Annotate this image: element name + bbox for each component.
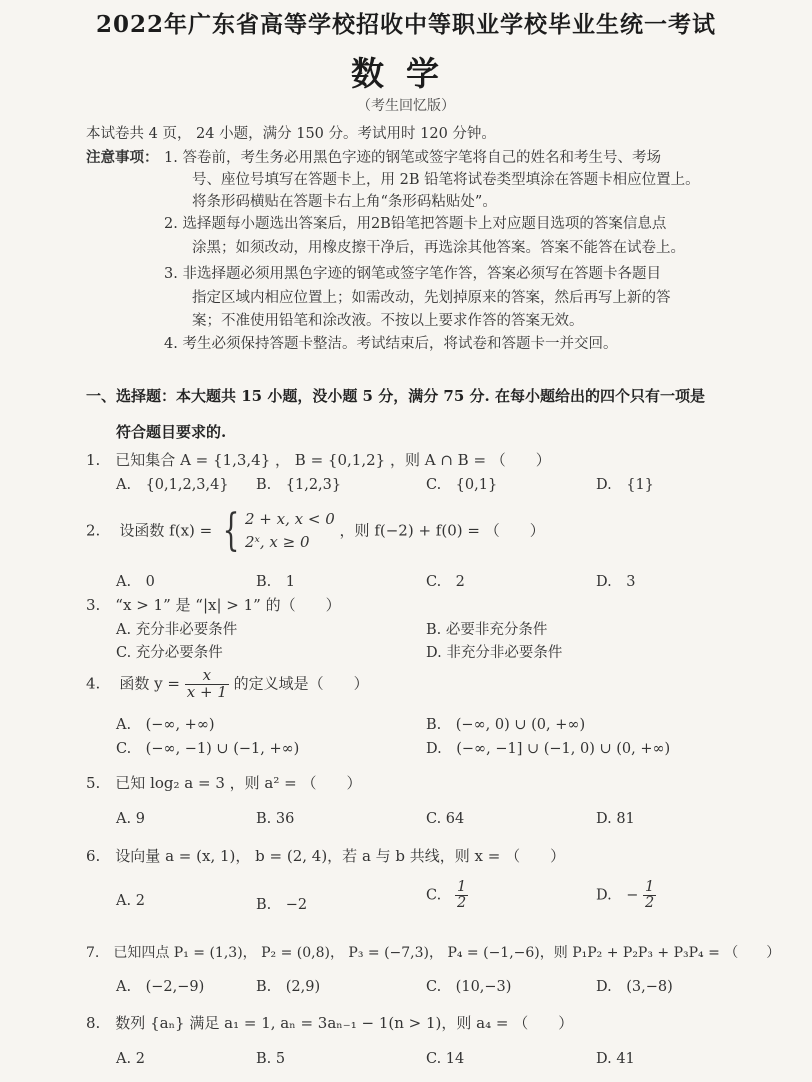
q1-option-a: A. {0,1,2,3,4} bbox=[116, 477, 229, 493]
question-4-stem bbox=[86, 668, 369, 701]
q6-option-d bbox=[596, 880, 656, 911]
note-line: 3. 非选择题必须用黑色字迹的钢笔或签字笔作答，答案必须写在答题卡各题目 bbox=[164, 266, 661, 282]
q6-d-fraction bbox=[643, 880, 656, 911]
exam-info: 本试卷共 4 页， 24 小题，满分 150 分。考试用时 120 分钟。 bbox=[86, 126, 496, 142]
question-5-stem: 5. 已知 log₂ a = 3 ，则 a² = （ ） bbox=[86, 774, 362, 792]
section-heading-cont: 符合题目要求的. bbox=[116, 423, 227, 441]
subject-title: 数学 bbox=[351, 54, 461, 93]
q2-option-a: A. 0 bbox=[116, 574, 155, 590]
note-line: 号、座位号填写在答题卡上，用 2B 铅笔将试卷类型填涂在答题卡相应位置上。 bbox=[192, 172, 700, 188]
question-1-stem: 1. 已知集合 A = {1,3,4} ， B = {0,1,2} ，则 A ∩ B = （ ） bbox=[86, 451, 551, 469]
q5-option-b: B. 36 bbox=[256, 811, 295, 827]
q6-d-denominator: 2 bbox=[644, 895, 655, 912]
q6-option-a: A. 2 bbox=[116, 893, 145, 909]
q2-option-d: D. 3 bbox=[596, 574, 636, 590]
q7-option-b: B. (2,9) bbox=[256, 979, 321, 995]
note-line: 将条形码横贴在答题卡右上角“条形码粘贴处”。 bbox=[192, 194, 497, 210]
edition-note: （考生回忆版） bbox=[357, 98, 455, 114]
q3-option-a: A. 充分非必要条件 bbox=[116, 622, 238, 638]
q6-d-label: D. − bbox=[596, 887, 639, 904]
q4-fraction bbox=[185, 668, 229, 701]
q6-d-numerator: 1 bbox=[644, 879, 655, 895]
question-3-stem: 3. “x > 1” 是 “|x| > 1” 的（ ） bbox=[86, 596, 341, 614]
q6-option-b: B. −2 bbox=[256, 897, 308, 913]
q3-option-b: B. 必要非充分条件 bbox=[426, 622, 548, 638]
question-8-stem: 8. 数列 {aₙ} 满足 a₁ = 1, aₙ = 3aₙ₋₁ − 1(n > 1)，则 a₄ = （ ） bbox=[86, 1014, 574, 1032]
q4-numerator: x bbox=[185, 668, 229, 685]
q2-case-1: 2 + x, x < 0 bbox=[245, 510, 335, 528]
note-line: 指定区域内相应位置上；如需改动，先划掉原来的答案，然后再写上新的答 bbox=[192, 290, 671, 306]
q1-option-b: B. {1,2,3} bbox=[256, 477, 342, 493]
q6-c-label: C. bbox=[426, 887, 442, 904]
question-7-stem: 7. 已知四点 P₁ = (1,3)， P₂ = (0,8)， P₃ = (−7,3)， P₄ = (−1,−6)，则 P₁P₂ + P₂P₃ + P₃P₄ = （ ） bbox=[86, 945, 781, 961]
q7-option-d: D. (3,−8) bbox=[596, 979, 673, 995]
q8-option-a: A. 2 bbox=[116, 1051, 145, 1067]
q2-option-b: B. 1 bbox=[256, 574, 295, 590]
q8-option-b: B. 5 bbox=[256, 1051, 286, 1067]
note-line: 1. 答卷前，考生务必用黑色字迹的钢笔或签字笔将自己的姓名和考生号、考场 bbox=[164, 150, 661, 166]
note-line: 案；不准使用铅笔和涂改液。不按以上要求作答的答案无效。 bbox=[192, 313, 584, 329]
note-line: 涂黑；如须改动，用橡皮擦干净后，再选涂其他答案。答案不能答在试卷上。 bbox=[192, 240, 685, 256]
q2-number: 2. bbox=[86, 521, 101, 540]
question-2-stem bbox=[86, 505, 545, 557]
q4-denominator: x + 1 bbox=[186, 682, 227, 701]
q5-option-d: D. 81 bbox=[596, 811, 635, 827]
note-line: 4. 考生必须保持答题卡整洁。考试结束后，将试卷和答题卡一并交回。 bbox=[164, 336, 618, 352]
q4-option-c: C. (−∞, −1) ∪ (−1, +∞) bbox=[116, 741, 300, 757]
q4-prefix: 函数 y = bbox=[119, 674, 180, 693]
note-line: 2. 选择题每小题选出答案后，用2B铅笔把答题卡上对应题目选项的答案信息点 bbox=[164, 216, 667, 232]
q6-c-fraction bbox=[455, 880, 468, 911]
q1-option-d: D. {1} bbox=[596, 477, 654, 493]
q4-option-b: B. (−∞, 0) ∪ (0, +∞) bbox=[426, 717, 586, 733]
q7-option-a: A. (−2,−9) bbox=[116, 979, 205, 995]
notes-label: 注意事项： bbox=[86, 149, 159, 166]
question-6-stem: 6. 设向量 a = (x, 1)， b = (2, 4)，若 a 与 b 共线，则 x = （ ） bbox=[86, 847, 566, 865]
q5-option-a: A. 9 bbox=[116, 811, 145, 827]
q5-option-c: C. 64 bbox=[426, 811, 465, 827]
q4-suffix: 的定义域是（ ） bbox=[233, 674, 369, 693]
q4-option-d: D. (−∞, −1] ∪ (−1, 0) ∪ (0, +∞) bbox=[426, 741, 671, 757]
q4-number: 4. bbox=[86, 674, 101, 693]
q8-option-d: D. 41 bbox=[596, 1051, 635, 1067]
q2-brace: { bbox=[222, 505, 240, 557]
q4-option-a: A. (−∞, +∞) bbox=[116, 717, 215, 733]
exam-title: 2022年广东省高等学校招收中等职业学校毕业生统一考试 bbox=[95, 11, 716, 38]
q2-cases bbox=[245, 508, 335, 555]
q2-option-c: C. 2 bbox=[426, 574, 465, 590]
q2-suffix: ，则 f(−2) + f(0) = （ ） bbox=[339, 521, 545, 540]
q3-option-c: C. 充分必要条件 bbox=[116, 645, 223, 661]
section-heading: 一、选择题：本大题共 15 小题，没小题 5 分，满分 75 分. 在每小题给出的四个只有一项是 bbox=[86, 387, 705, 405]
q3-option-d: D. 非充分非必要条件 bbox=[426, 645, 563, 661]
q7-option-c: C. (10,−3) bbox=[426, 979, 512, 995]
q6-c-numerator: 1 bbox=[457, 879, 467, 895]
q6-c-denominator: 2 bbox=[457, 895, 467, 912]
q2-prefix: 设函数 f(x) = bbox=[119, 521, 213, 540]
q1-option-c: C. {0,1} bbox=[426, 477, 498, 493]
q6-option-c bbox=[426, 880, 468, 911]
q8-option-c: C. 14 bbox=[426, 1051, 465, 1067]
q2-case-2: 2ˣ, x ≥ 0 bbox=[245, 533, 310, 552]
